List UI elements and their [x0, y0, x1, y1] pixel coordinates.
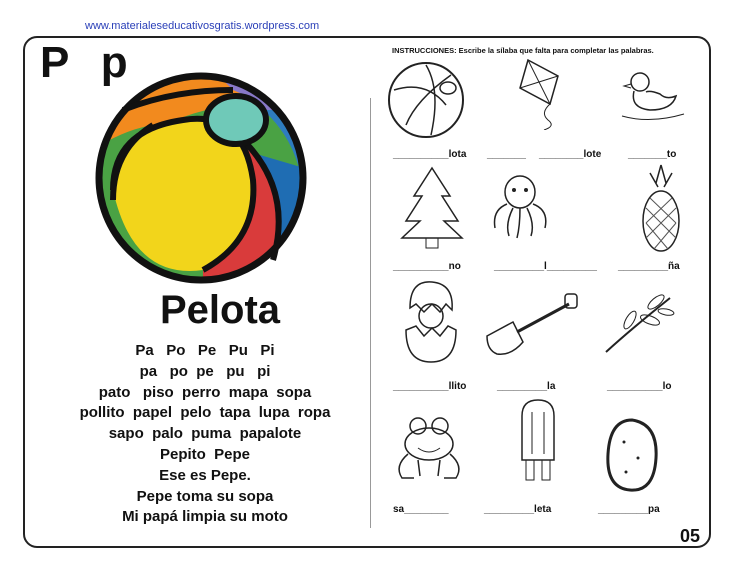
reading-line: Pepito Pepe [159, 445, 251, 463]
page-number: 05 [680, 526, 701, 546]
pine-tree-icon [400, 166, 464, 250]
word-blank: _________leta [484, 504, 552, 515]
word-blank: sa________ [393, 504, 449, 515]
octopus-icon [487, 170, 553, 240]
reading-line: sapo palo puma papalote [108, 425, 302, 443]
word-blank: _______to [628, 149, 677, 160]
source-url[interactable]: www.materialeseducativosgratis.wordpress.com [85, 20, 320, 32]
main-word: Pelota [159, 288, 281, 332]
reading-line: Pa Po Pe Pu Pi [135, 342, 275, 359]
shovel-icon [483, 292, 581, 360]
kite-icon [510, 58, 568, 130]
reading-lines [45, 341, 365, 528]
letter-title: P p [40, 38, 138, 87]
instructions: INSTRUCCIONES: Escribe la sílaba que falta para completar las palabras. [392, 46, 654, 55]
reading-line: Ese es Pepe. [159, 466, 251, 484]
branch-icon [600, 290, 678, 356]
chick-icon [402, 278, 460, 364]
reading-line: Pepe toma su sopa [136, 487, 274, 505]
reading-line: pa po pe pu pi [139, 362, 271, 380]
word-blank: _________pa [598, 504, 660, 515]
reading-line: Mi papá limpia su moto [122, 508, 288, 526]
reading-line: pollito papel pelo tapa lupa ropa [79, 404, 331, 422]
word-blank: __________lo [607, 381, 672, 392]
column-divider [370, 98, 371, 528]
popsicle-icon [516, 396, 560, 486]
reading-line: pato piso perro mapa sopa [98, 383, 312, 401]
word-blank: _________ña [618, 261, 680, 272]
potato-icon [604, 418, 660, 494]
pineapple-icon [636, 163, 686, 255]
word-blank: _________l_________ [494, 261, 597, 272]
word-blank: _______ [487, 149, 526, 160]
word-blank: __________no [393, 261, 461, 272]
duck-icon [620, 68, 686, 124]
ball-icon [386, 60, 466, 140]
frog-icon [390, 414, 468, 484]
word-blank: ________lote [539, 149, 602, 160]
word-blank: __________lota [393, 149, 467, 160]
beach-ball-illustration [93, 70, 311, 286]
word-blank: _________la [497, 381, 556, 392]
word-blank: __________llito [393, 381, 467, 392]
